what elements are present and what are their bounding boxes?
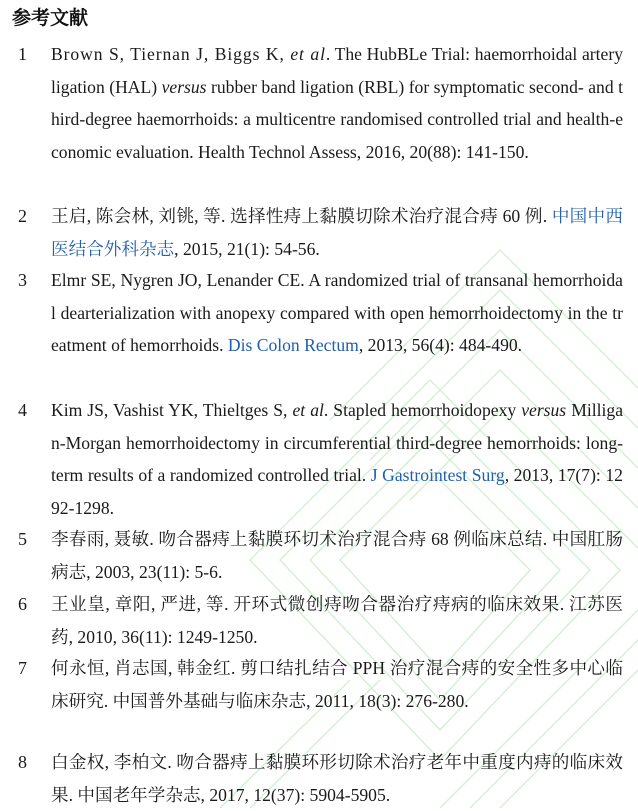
reference-title-part: rubber band ligation (RBL) for symptomatic second- and third-degree haemorrhoids: a multicentre randomised controlled trial and health-economic evaluation. Health Technol Assess, 2016, 20(88): 141-150. xyxy=(51,76,623,162)
journal-link[interactable]: Dis Colon Rectum xyxy=(227,335,359,355)
reference-body: Elmr SE, Nygren JO, Lenander CE. A randomized trial of transanal hemorrhoidal dearterialization with anopexy compared with open hemorrhoidectomy in the treatment of hemorrhoids. xyxy=(51,270,623,355)
reference-text: 李春雨, 聂敏. 吻合器痔上黏膜环切术治疗混合痔 68 例临床总结. 中国肛肠病志, 2003, 23(11): 5-6. xyxy=(51,529,623,582)
reference-authors: Kim JS, Vashist YK, Thieltges S, xyxy=(51,400,293,420)
et-al: et al xyxy=(290,44,326,64)
reference-number: 2 xyxy=(18,206,27,226)
reference-number: 4 xyxy=(18,400,27,420)
reference-text xyxy=(51,394,623,524)
reference-citation: , 2013, 56(4): 484-490. xyxy=(358,335,523,355)
reference-title-part: . Stapled hemorrhoidopexy xyxy=(323,400,522,420)
reference-number: 3 xyxy=(18,270,27,290)
journal-link[interactable]: J Gastrointest Surg xyxy=(370,465,505,485)
reference-title-part: Milligan-Morgan hemorrhoidectomy in circumferential third-degree hemorrhoids: long-term results of a randomized controlled trial. xyxy=(51,400,623,485)
reference-body: 王启, 陈会林, 刘铫, 等. 选择性痔上黏膜切除术治疗混合痔 60 例. xyxy=(51,206,552,226)
et-al: et al xyxy=(292,400,324,420)
reference-number: 5 xyxy=(18,529,27,549)
reference-number: 1 xyxy=(18,44,27,64)
reference-citation: , 2015, 21(1): 54-56. xyxy=(174,238,320,259)
reference-authors: Brown S, Tiernan J, Biggs K, xyxy=(51,44,291,64)
reference-text: 白金权, 李柏文. 吻合器痔上黏膜环形切除术治疗老年中重度内痔的临床效果. 中国老年学杂志, 2017, 12(37): 5904-5905. xyxy=(51,752,623,805)
versus-word: versus xyxy=(161,76,207,97)
reference-text xyxy=(51,200,623,265)
versus-word: versus xyxy=(521,400,567,420)
reference-text xyxy=(51,38,623,168)
reference-text xyxy=(51,264,623,362)
references-heading: 参考文献 xyxy=(12,7,89,29)
reference-text: 何永恒, 肖志国, 韩金红. 剪口结扎结合 PPH 治疗混合痔的安全性多中心临床研究. 中国普外基础与临床杂志, 2011, 18(3): 276-280. xyxy=(51,658,623,711)
reference-number: 8 xyxy=(18,752,27,772)
reference-citation: , 2013, 17(7): 1292-1298. xyxy=(51,465,623,518)
journal-link[interactable]: 中国中西医结合外科杂志 xyxy=(51,206,623,259)
reference-title-part: . The HubBLe Trial: haemorrhoidal artery ligation (HAL) xyxy=(51,44,623,97)
reference-number: 6 xyxy=(18,594,27,614)
reference-number: 7 xyxy=(18,658,27,678)
reference-text: 王业皇, 章阳, 严进, 等. 开环式微创痔吻合器治疗痔病的临床效果. 江苏医药, 2010, 36(11): 1249-1250. xyxy=(51,594,623,647)
